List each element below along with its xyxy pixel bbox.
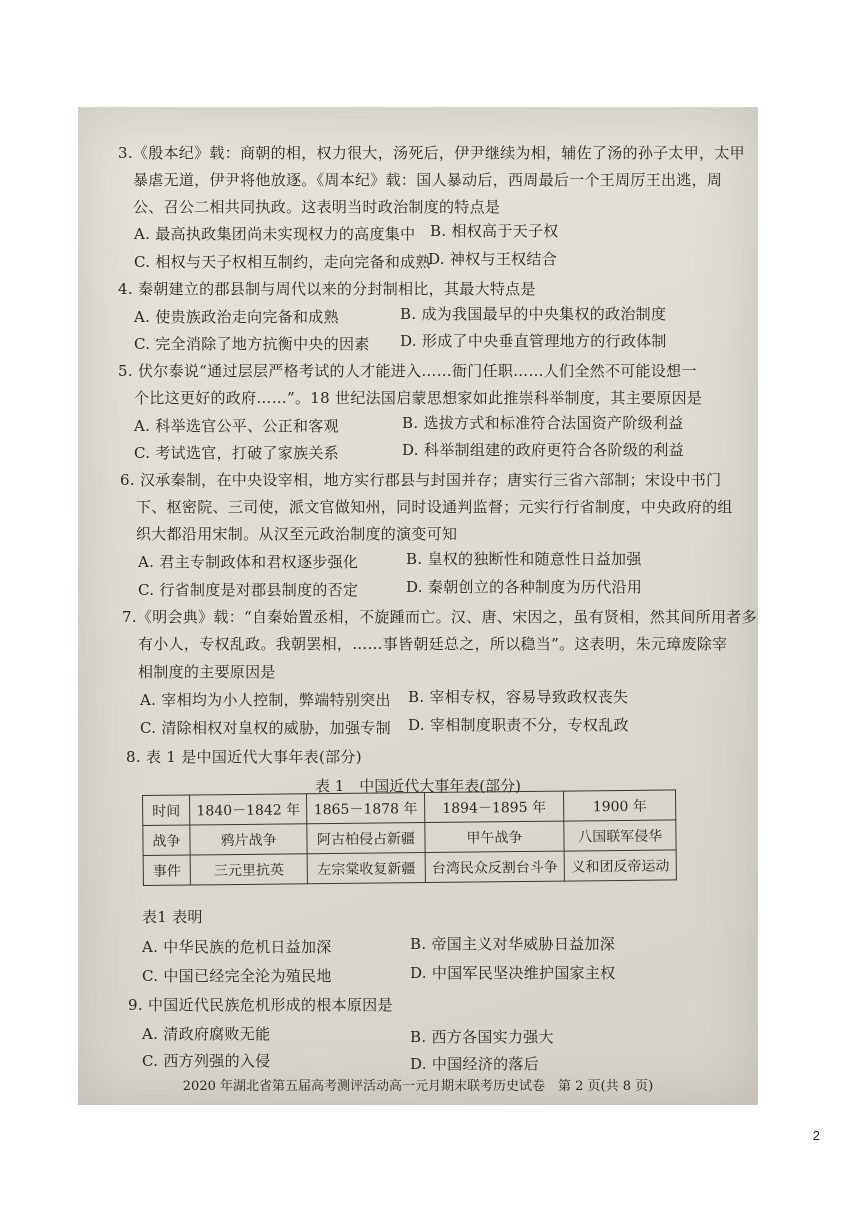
q8-option-b: B. 帝国主义对华威胁日益加深	[410, 935, 616, 953]
table-cell: 1840－1842 年	[190, 794, 308, 825]
table-cell: 三元里抗英	[190, 854, 308, 885]
table-cell: 1900 年	[564, 790, 676, 821]
table-cell: 左宗棠收复新疆	[307, 853, 425, 884]
history-events-table	[142, 789, 677, 886]
table-conclusion-prompt: 表1 表明	[142, 908, 203, 926]
q5-stem-line1: 5. 伏尔泰说“通过层层严格考试的人才能进入……衙门任职……人们全然不可能设想一	[118, 362, 697, 380]
q9-option-d: D. 中国经济的落后	[410, 1055, 540, 1073]
q7-stem-line3: 相制度的主要原因是	[138, 663, 276, 681]
q7-stem-line1: 7.《明会典》载：“自秦始置丞相，不旋踵而亡。汉、唐、宋因之，虽有贤相，然其间所用者多	[122, 608, 757, 626]
table-cell: 台湾民众反割台斗争	[425, 851, 565, 882]
q3-stem-line2: 暴虐无道，伊尹将他放逐。《周本纪》载：国人暴动后，西周最后一个王周厉王出逃，周	[133, 171, 723, 189]
table-cell: 战争	[143, 825, 190, 855]
table-cell: 阿古柏侵占新疆	[307, 823, 425, 854]
q4-option-d: D. 形成了中央垂直管理地方的行政体制	[400, 332, 667, 350]
q9-option-c: C. 西方列强的入侵	[142, 1052, 271, 1070]
q9-stem: 9. 中国近代民族危机形成的根本原因是	[128, 996, 393, 1014]
table-cell: 1894－1895 年	[424, 791, 564, 822]
q6-stem-line2: 下、枢密院、三司使，派文官做知州，同时设通判监督；元实行行省制度，中央政府的组	[136, 498, 733, 516]
q7-option-d: D. 宰相制度职责不分，专权乱政	[408, 716, 629, 734]
q3-option-c: C. 相权与天子权相互制约，走向完备和成熟	[134, 253, 431, 271]
table-cell: 事件	[143, 855, 190, 885]
q3-option-a: A. 最高执政集团尚未实现权力的高度集中	[134, 225, 416, 243]
q4-option-a: A. 使贵族政治走向完备和成熟	[134, 308, 339, 326]
table-cell: 鸦片战争	[190, 824, 308, 855]
q5-option-c: C. 考试选官，打破了家族关系	[134, 444, 339, 462]
q6-stem-line1: 6. 汉承秦制，在中央设宰相，地方实行郡县与封国并存；唐实行三省六部制；宋设中书门	[120, 471, 722, 489]
q4-option-b: B. 成为我国最早的中央集权的政治制度	[400, 305, 667, 323]
q3-stem-line3: 公、召公二相共同执政。这表明当时政治制度的特点是	[133, 198, 501, 216]
table-cell: 义和团反帝运动	[565, 850, 677, 881]
table-row-event	[143, 850, 676, 886]
table-cell: 1865－1878 年	[307, 793, 425, 824]
q5-option-a: A. 科举选官公平、公正和客观	[134, 417, 339, 435]
q6-option-b: B. 皇权的独断性和随意性日益加强	[406, 550, 642, 568]
q9-option-a: A. 清政府腐败无能	[142, 1025, 271, 1043]
q6-stem-line3: 织大都沿用宋制。从汉至元政治制度的演变可知	[136, 525, 458, 543]
q5-option-b: B. 选拔方式和标准符合法国资产阶级利益	[402, 414, 684, 432]
q3-option-d: D. 神权与王权结合	[428, 250, 558, 268]
q3-option-b: B. 相权高于天子权	[430, 222, 559, 240]
q3-stem-line1: 3.《殷本纪》载：商朝的相，权力很大，汤死后，伊尹继续为相，辅佐了汤的孙子太甲，太甲	[118, 144, 745, 162]
table-cell: 八国联军侵华	[564, 820, 676, 851]
q5-option-d: D. 科举制组建的政府更符合各阶级的利益	[402, 441, 685, 459]
q4-stem: 4. 秦朝建立的郡县制与周代以来的分封制相比，其最大特点是	[118, 280, 536, 298]
q8-option-c: C. 中国已经完全沦为殖民地	[142, 967, 332, 985]
q9-option-b: B. 西方各国实力强大	[410, 1028, 554, 1046]
exam-page-photo	[78, 107, 758, 1105]
q7-option-a: A. 宰相均为小人控制，弊端特别突出	[140, 691, 391, 709]
page-number: 2	[812, 1128, 820, 1143]
page-footer: 2020 年湖北省第五届高考测评活动高一元月期末联考历史试卷 第 2 页(共 8 页)	[182, 1079, 654, 1094]
q6-option-d: D. 秦朝创立的各种制度为历代沿用	[406, 578, 643, 596]
q8-option-a: A. 中华民族的危机日益加深	[142, 938, 332, 956]
q6-option-a: A. 君主专制政体和君权逐步强化	[138, 553, 359, 571]
q4-option-c: C. 完全消除了地方抗衡中央的因素	[134, 335, 370, 353]
q7-stem-line2: 有小人，专权乱政。我朝罢相，……事皆朝廷总之，所以稳当”。这表明，朱元璋废除宰	[138, 635, 728, 653]
q8-stem: 8. 表 1 是中国近代大事年表(部分)	[126, 748, 362, 766]
q5-stem-line2: 个比这更好的政府……”。18 世纪法国启蒙思想家如此推崇科举制度，其主要原因是	[134, 389, 703, 407]
q8-option-d: D. 中国军民坚决维护国家主权	[410, 964, 616, 982]
q7-option-b: B. 宰相专权，容易导致政权丧失	[408, 688, 629, 706]
q6-option-c: C. 行省制度是对郡县制度的否定	[138, 581, 359, 599]
table-cell: 时间	[143, 795, 190, 825]
table-cell: 甲午战争	[424, 821, 564, 852]
q7-option-c: C. 清除相权对皇权的威胁，加强专制	[140, 719, 391, 737]
table-title: 表 1 中国近代大事年表(部分)	[314, 777, 522, 795]
